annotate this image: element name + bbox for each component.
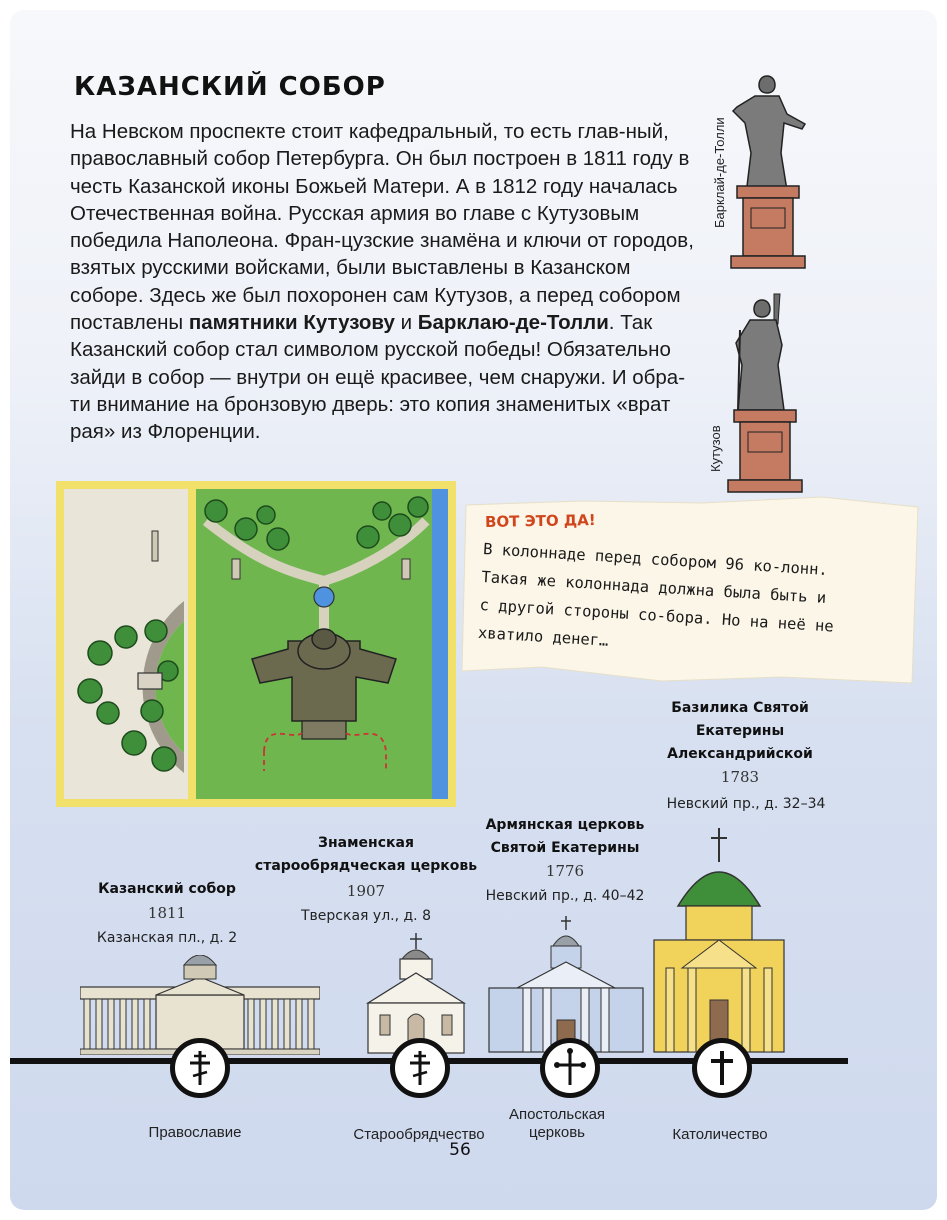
barclay-statue-illustration: [725, 68, 810, 273]
building-name-basilica: Базилика Святой Екатерины Александрийской: [667, 700, 813, 762]
building-name-kazan: Казанский собор: [98, 881, 236, 897]
building-address-basilica: Невский пр., д. 32–34: [666, 796, 826, 812]
catholic-cross-badge: [692, 1038, 752, 1098]
building-year-kazan: 1811: [147, 904, 187, 922]
religion-label-apostolic: Апостольская церковь: [508, 1106, 606, 1141]
paragraph-text: На Невском проспекте стоит кафедральный, то есть глав-ный, православный собор Петербурга. Он был построен в 1811 году в честь Казанской иконы Божьей Матери. А в 1812 году началась Отечественная война. Русская армия во главе с Кутузовым победила Наполеона. Фран-цузские знамёна и ключи от городов, взятых русскими войсками, были выставлены в Казанском соборе. Здесь же был похоронен сам Кутузов, а перед собором поставлены: [70, 120, 694, 335]
paragraph-text: и: [394, 311, 418, 335]
znamenskaya-church-illustration: [360, 933, 472, 1055]
kutuzov-statue-illustration: [722, 290, 807, 495]
building-year-armenian: 1776: [545, 862, 585, 880]
page-number: 56: [449, 1140, 471, 1160]
old-believers-cross-badge: [390, 1038, 450, 1098]
page-title: КАЗАНСКИЙ СОБОР: [74, 72, 386, 102]
kutuzov-statue-label: Кутузов: [708, 425, 723, 472]
main-paragraph: [70, 118, 695, 446]
paragraph-text: . Так Казанский собор стал символом русской победы! Обязательно зайди в собор — внутри он ещё красивее, чем снаружи. И обра-ти внимание на бронзовую дверь: это копия знаменитых «врат рая» из Флоренции.: [70, 311, 686, 444]
orthodox-cross-badge: [170, 1038, 230, 1098]
religion-label-old-believers: Старообрядчество: [353, 1126, 485, 1143]
religion-label-catholic: Католичество: [672, 1126, 768, 1143]
basilica-illustration: [652, 828, 786, 1054]
fun-fact-text: В колоннаде перед собором 96 ко-лонн. Такая же колоннада должна была быть и с другой стороны со-бора. Но на неё не хватило денег…: [477, 539, 835, 650]
latin-cross-icon: [697, 1043, 747, 1093]
building-name-znamenskaya: Знаменская старообрядческая церковь: [254, 835, 478, 874]
apostolic-cross-badge: [540, 1038, 600, 1098]
barclay-statue-label: Барклай-де-Толли: [712, 117, 727, 228]
fun-fact-title: ВОТ ЭТО ДА!: [484, 511, 596, 531]
paragraph-bold-barclay: Барклаю-де-Толли: [417, 311, 609, 335]
building-year-basilica: 1783: [720, 768, 760, 786]
cathedral-map-illustration: [56, 481, 456, 807]
building-address-znamenskaya: Тверская ул., д. 8: [301, 908, 431, 924]
building-year-znamenskaya: 1907: [346, 882, 386, 900]
building-address-kazan: Казанская пл., д. 2: [96, 930, 238, 946]
orthodox-cross-icon: [175, 1043, 225, 1093]
orthodox-cross-icon: [395, 1043, 445, 1093]
paragraph-bold-kutuzov: памятники Кутузову: [188, 311, 395, 335]
armenian-church-illustration: [487, 916, 645, 1054]
religion-label-orthodox: Православие: [148, 1124, 242, 1141]
building-name-armenian: Армянская церковь Святой Екатерины: [485, 817, 645, 856]
armenian-cross-icon: [545, 1043, 595, 1093]
building-address-armenian: Невский пр., д. 40–42: [485, 888, 645, 904]
